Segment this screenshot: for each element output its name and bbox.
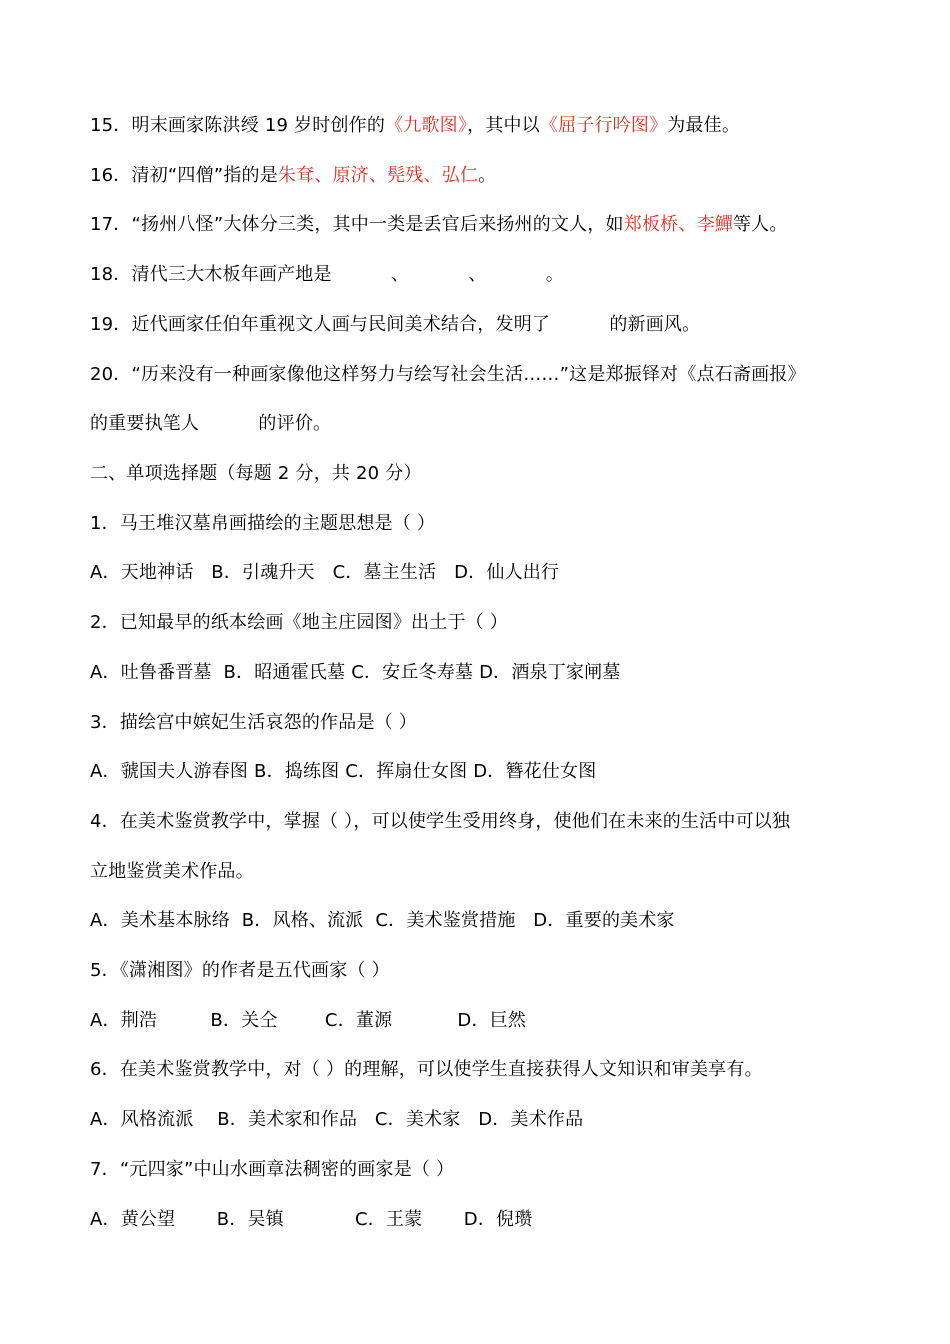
mc-question-3-options: A．虢国夫人游春图 B．捣练图 C．挥扇仕女图 D．簪花仕女图	[90, 761, 597, 782]
mc-question-4-options: A．美术基本脉络 B．风格、流派 C．美术鉴赏措施 D．重要的美术家	[90, 910, 675, 931]
mc-question-4-line-1: 4．在美术鉴赏教学中，掌握（ ），可以使学生受用终身，使他们在未来的生活中可以独	[90, 811, 791, 832]
section-heading-single-choice: 二、单项选择题（每题 2 分，共 20 分）	[90, 463, 422, 484]
mc-question-7: 7．“元四家”中山水画章法稠密的画家是（ ）	[90, 1159, 455, 1180]
question-20-line-1: 20．“历来没有一种画家像他这样努力与绘写社会生活……”这是郑振铎对《点石斋画报》	[90, 364, 806, 385]
question-17-end: 等人。	[732, 214, 788, 235]
mc-question-3: 3．描绘宫中嫔妃生活哀怨的作品是（ ）	[90, 712, 417, 733]
mc-question-6: 6．在美术鉴赏教学中，对（ ）的理解，可以使学生直接获得人文知识和审美享有。	[90, 1059, 763, 1080]
question-19: 19．近代画家任伯年重视文人画与民间美术结合，发明了 的新画风。	[90, 314, 701, 335]
question-16-text: 16．清初“四僧”指的是	[90, 165, 278, 186]
question-17	[90, 210, 880, 240]
question-18: 18．清代三大木板年画产地是 、 、 。	[90, 264, 564, 285]
question-17-text: 17．“扬州八怪”大体分三类，其中一类是丢官后来扬州的文人，如	[90, 214, 624, 235]
mc-question-2: 2．已知最早的纸本绘画《地主庄园图》出土于（ ）	[90, 612, 508, 633]
question-20-line-2: 的重要执笔人 的评价。	[90, 413, 332, 434]
question-15	[90, 111, 880, 141]
question-15-text: 15．明末画家陈洪绶 19 岁时创作的	[90, 115, 386, 136]
mc-question-5: 5．《潇湘图》的作者是五代画家（ ）	[90, 960, 390, 981]
mc-question-1: 1．马王堆汉墓帛画描绘的主题思想是（ ）	[90, 513, 436, 534]
mc-question-6-options: A．风格流派 B．美术家和作品 C．美术家 D．美术作品	[90, 1109, 584, 1130]
answer-yangzhou-painters: 郑板桥、李鱓	[623, 214, 733, 235]
question-16-end: 。	[478, 165, 497, 186]
answer-four-monks: 朱耷、原济、髡残、弘仁	[277, 165, 479, 186]
answer-jiuge-tu: 《九歌图》	[385, 115, 468, 136]
question-15-end: 为最佳。	[667, 115, 741, 136]
question-16	[90, 161, 880, 191]
mc-question-5-options: A．荆浩 B．关仝 C．董源 D．巨然	[90, 1010, 527, 1031]
mc-question-4-line-2: 立地鉴赏美术作品。	[90, 861, 254, 882]
mc-question-7-options: A．黄公望 B．吴镇 C．王蒙 D．倪瓒	[90, 1209, 533, 1230]
mc-question-2-options: A．吐鲁番晋墓 B．昭通霍氏墓 C．安丘冬寿墓 D．酒泉丁家闸墓	[90, 662, 621, 683]
question-15-mid: ，其中以	[467, 115, 540, 136]
mc-question-1-options: A．天地神话 B．引魂升天 C．墓主生活 D．仙人出行	[90, 562, 560, 583]
answer-quzi-xingyin-tu: 《屈子行吟图》	[539, 115, 668, 136]
